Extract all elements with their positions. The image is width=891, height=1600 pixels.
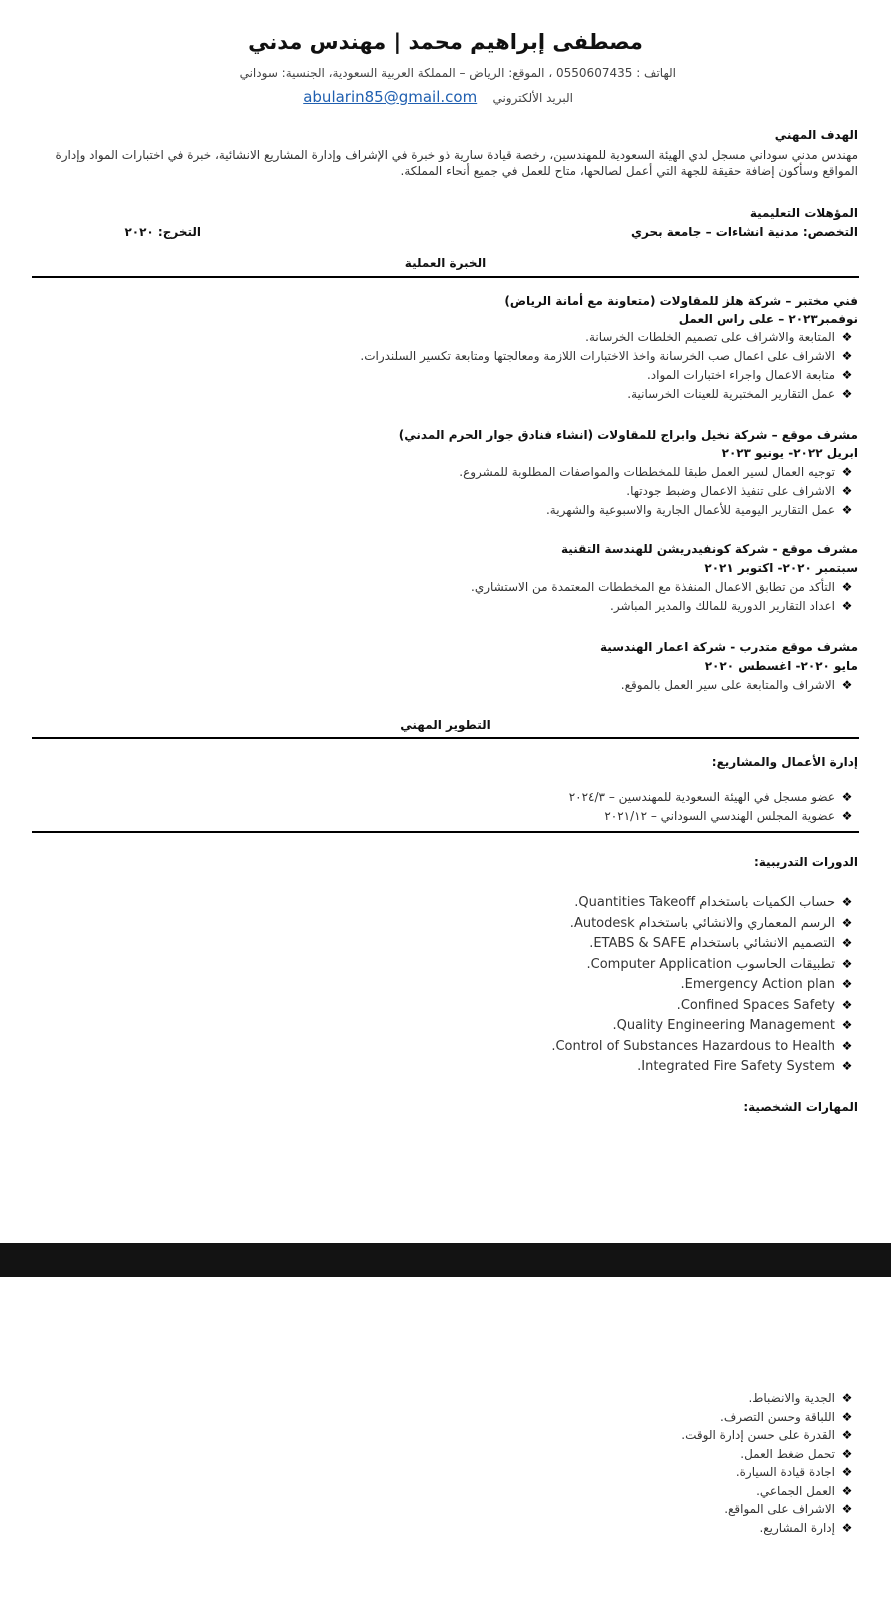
diamond-bullet-icon: ❖ <box>841 1446 853 1461</box>
development-heading: التطوير المهني <box>400 718 491 732</box>
list-item: ❖عضو مسجل في الهيئة السعودية للمهندسين – ٢٠٢٤/٣ <box>569 788 859 807</box>
diamond-bullet-icon: ❖ <box>841 599 853 613</box>
list-item: ❖التصميم الانشائي باستخدام ETABS & SAFE. <box>551 933 859 954</box>
list-item: ❖الاشراف على اعمال صب الخرسانة واخذ الاختبارات اللازمة ومعالجتها ومتابعة تكسير السلندرات. <box>360 347 859 366</box>
diamond-bullet-icon: ❖ <box>841 1038 853 1053</box>
education-heading: المؤهلات التعليمية <box>749 206 858 220</box>
list-item: ❖اعداد التقارير الدورية للمالك والمدير المباشر. <box>471 597 859 616</box>
list-item: ❖إدارة المشاريع. <box>681 1519 859 1538</box>
skills-heading: المهارات الشخصية: <box>743 1100 858 1114</box>
diamond-bullet-icon: ❖ <box>841 1428 853 1442</box>
diamond-bullet-icon: ❖ <box>841 1502 853 1516</box>
job-period: نوفمبر٢٠٢٣ – على راس العمل <box>678 312 858 326</box>
objective-heading: الهدف المهني <box>774 128 858 142</box>
job-title: مشرف موقع - شركة كونفيدريشن للهندسة التقنية <box>561 542 858 556</box>
list-item: ❖عضوية المجلس الهندسي السوداني – ٢٠٢١/١٢ <box>569 807 859 826</box>
diamond-bullet-icon: ❖ <box>841 809 853 823</box>
development-list <box>569 788 859 826</box>
section-divider <box>32 831 859 833</box>
diamond-bullet-icon: ❖ <box>841 956 853 971</box>
list-item: ❖عمل التقارير المختبرية للعينات الخرسانية. <box>360 385 859 404</box>
courses-heading: الدورات التدريبية: <box>753 855 858 869</box>
diamond-bullet-icon: ❖ <box>841 1465 853 1479</box>
job-title: مشرف موقع متدرب - شركة اعمار الهندسية <box>600 640 858 654</box>
list-item: ❖العمل الجماعي. <box>681 1482 859 1501</box>
list-item: ❖تطبيقات الحاسوب Computer Application. <box>551 954 859 975</box>
job-period: مايو ٢٠٢٠- اغسطس ٢٠٢٠ <box>704 659 858 673</box>
list-item: ❖تحمل ضغط العمل. <box>681 1445 859 1464</box>
list-item: ❖القدرة على حسن إدارة الوقت. <box>681 1426 859 1445</box>
list-item: ❖الاشراف على تنفيذ الاعمال وضبط جودتها. <box>459 482 859 501</box>
diamond-bullet-icon: ❖ <box>841 349 853 363</box>
job-duties-list <box>360 328 859 404</box>
list-item: ❖توجيه العمال لسير العمل طبقا للمخططات والمواصفات المطلوبة للمشروع. <box>459 463 859 482</box>
development-subheading: إدارة الأعمال والمشاريع: <box>711 755 858 769</box>
diamond-bullet-icon: ❖ <box>841 1483 853 1498</box>
email-line <box>303 88 573 106</box>
job-duties-list <box>621 676 859 695</box>
job-title: مشرف موقع – شركة نخيل وابراج للمقاولات (انشاء فنادق جوار الحرم المدني) <box>398 428 858 442</box>
list-item: ❖الجدية والانضباط. <box>681 1389 859 1408</box>
list-item: ❖اجادة قيادة السيارة. <box>681 1463 859 1482</box>
list-item: ❖Emergency Action plan. <box>551 974 859 995</box>
list-item: ❖التأكد من تطابق الاعمال المنفذة مع المخططات المعتمدة من الاستشاري. <box>471 578 859 597</box>
list-item: ❖الاشراف والمتابعة على سير العمل بالموقع. <box>621 676 859 695</box>
diamond-bullet-icon: ❖ <box>841 895 853 909</box>
job-duties-list <box>459 463 859 520</box>
diamond-bullet-icon: ❖ <box>841 1391 853 1405</box>
list-item: ❖Integrated Fire Safety System. <box>551 1056 859 1077</box>
list-item: ❖المتابعة والاشراف على تصميم الخلطات الخرسانة. <box>360 328 859 347</box>
list-item: ❖Quality Engineering Management. <box>551 1015 859 1036</box>
diamond-bullet-icon: ❖ <box>841 1409 853 1424</box>
courses-list <box>551 892 859 1077</box>
section-divider <box>32 737 859 739</box>
cv-name-title: مصطفى إبراهيم محمد | مهندس مدني <box>248 30 643 54</box>
list-item: ❖عمل التقارير اليومية للأعمال الجارية والاسبوعية والشهرية. <box>459 501 859 520</box>
list-item: ❖Confined Spaces Safety. <box>551 995 859 1016</box>
graduation-year: التخرج: ٢٠٢٠ <box>124 225 201 239</box>
diamond-bullet-icon: ❖ <box>841 387 853 401</box>
diamond-bullet-icon: ❖ <box>841 678 853 692</box>
diamond-bullet-icon: ❖ <box>841 580 853 594</box>
email-link[interactable]: abularin85@gmail.com <box>303 88 478 106</box>
job-duties-list <box>471 578 859 616</box>
email-label: البريد الألكتروني <box>492 91 573 105</box>
diamond-bullet-icon: ❖ <box>841 790 853 804</box>
skills-list <box>681 1389 859 1537</box>
education-specialization: التخصص: مدنية انشاءات – جامعة بحري <box>631 225 858 239</box>
diamond-bullet-icon: ❖ <box>841 977 853 991</box>
job-period: سبتمبر ٢٠٢٠- اكتوبر ٢٠٢١ <box>704 561 858 575</box>
section-divider <box>32 276 859 278</box>
diamond-bullet-icon: ❖ <box>841 484 853 498</box>
diamond-bullet-icon: ❖ <box>841 368 853 382</box>
list-item: ❖حساب الكميات باستخدام Quantities Takeoff. <box>551 892 859 913</box>
experience-heading: الخبرة العملية <box>404 256 487 270</box>
diamond-bullet-icon: ❖ <box>841 1520 853 1535</box>
contact-line: الهاتف : 0550607435 ، الموقع: الرياض – المملكة العربية السعودية، الجنسية: سوداني <box>239 66 676 80</box>
list-item: ❖الاشراف على المواقع. <box>681 1500 859 1519</box>
job-title: فني مختبر – شركة هلز للمقاولات (متعاونة مع أمانة الرياض) <box>504 294 858 308</box>
list-item: ❖الرسم المعماري والانشائي باستخدام Autodesk. <box>551 913 859 934</box>
objective-text: مهندس مدني سوداني مسجل لدي الهيئة السعودية للمهندسين، رخصة قيادة سارية ذو خبرة في الإشراف وإدارة المشاريع الانشائية، خبرة في اختبارات المواد وإدارة المواقع وسأكون إضافة حقيقة للجهة التي أعمل لصالحها، متاح للعمل في جميع أنحاء المملكة. <box>55 148 858 178</box>
page-break-band <box>0 1243 891 1277</box>
list-item: ❖متابعة الاعمال واجراء اختبارات المواد. <box>360 366 859 385</box>
list-item: ❖اللباقة وحسن التصرف. <box>681 1408 859 1427</box>
diamond-bullet-icon: ❖ <box>841 503 853 517</box>
diamond-bullet-icon: ❖ <box>841 330 853 344</box>
list-item: ❖Control of Substances Hazardous to Health. <box>551 1036 859 1057</box>
diamond-bullet-icon: ❖ <box>841 915 853 930</box>
diamond-bullet-icon: ❖ <box>841 1018 853 1032</box>
diamond-bullet-icon: ❖ <box>841 997 853 1012</box>
diamond-bullet-icon: ❖ <box>841 936 853 950</box>
diamond-bullet-icon: ❖ <box>841 1059 853 1073</box>
job-period: ابريل ٢٠٢٢- يونيو ٢٠٢٣ <box>721 446 858 460</box>
diamond-bullet-icon: ❖ <box>841 465 853 479</box>
